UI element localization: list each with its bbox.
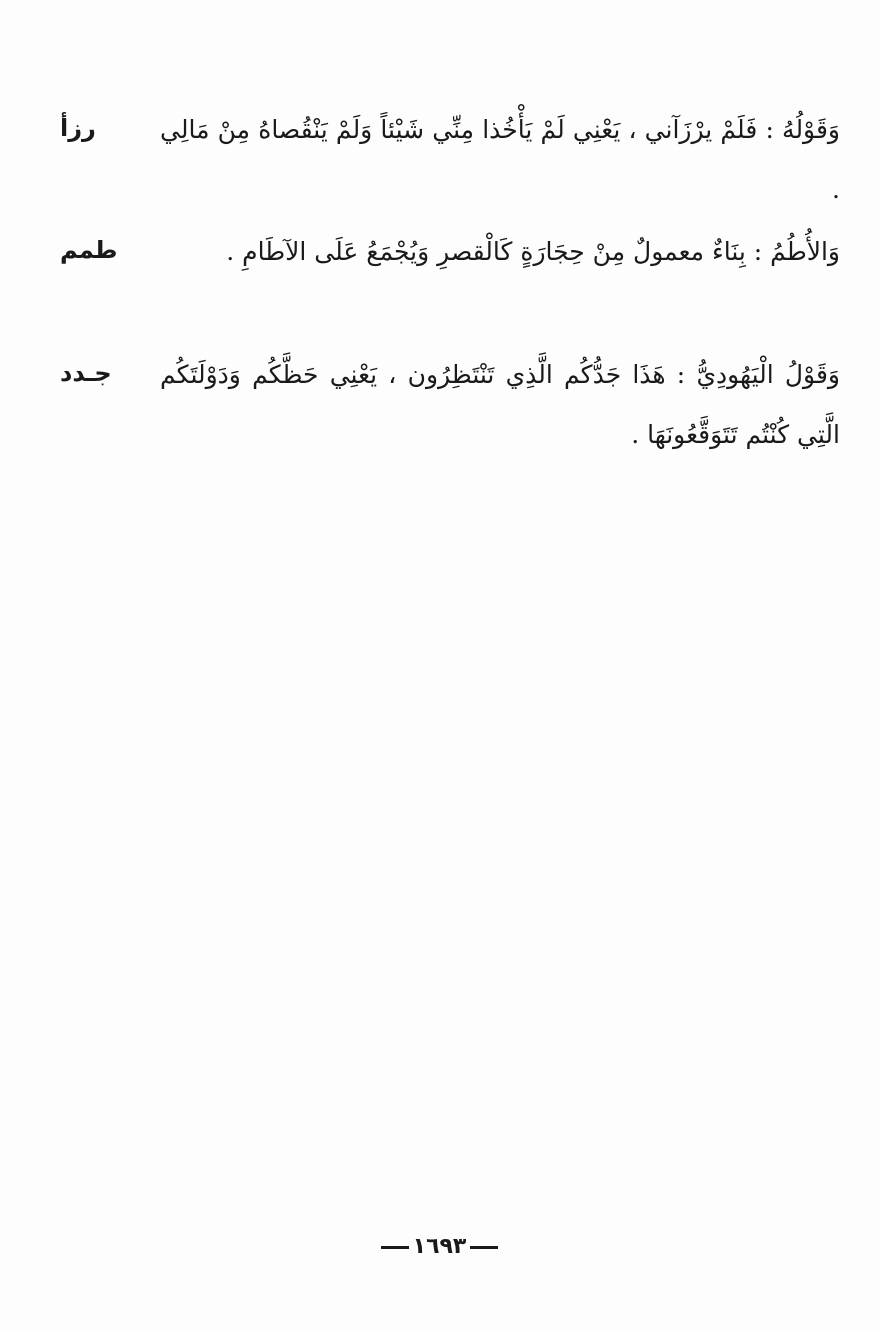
dictionary-entry-1: [60, 100, 840, 230]
page-footer: [0, 1232, 879, 1262]
entry-2-text: وَالأُطُمُ : بِنَاءٌ معمولٌ مِنْ حِجَارَةٍ كَالْقصرِ وَيُجْمَعُ عَلَى الآطَامِ .: [226, 237, 840, 266]
entry-2-headword: طمم: [60, 236, 118, 264]
footer-dash-left: [381, 1246, 409, 1249]
entry-3-headword: جـدد: [60, 359, 112, 387]
entry-3-text: وَقَوْلُ الْيَهُودِيُّ : هَذَا جَدُّكُم الَّذِي تَنْتَظِرُون ، يَعْنِي حَظَّكُم وَدَوْلَتَكُم الَّتِي كُنْتُم تَتَوَقَّعُونَهَا .: [160, 360, 840, 449]
entry-1-text: وَقَوْلُهُ : فَلَمْ يرْزَآني ، يَعْنِي لَمْ يَأْخُذا مِنِّي شَيْئاً وَلَمْ يَنْقُصاهُ مِنْ مَالِي .: [160, 115, 840, 204]
footer-dash-right: [470, 1246, 498, 1249]
dictionary-entry-2: [60, 222, 840, 352]
entry-1-headword: رزأ: [60, 114, 96, 142]
dictionary-entry-3: [60, 345, 840, 475]
page-number: ١٦٩٣: [412, 1234, 467, 1259]
